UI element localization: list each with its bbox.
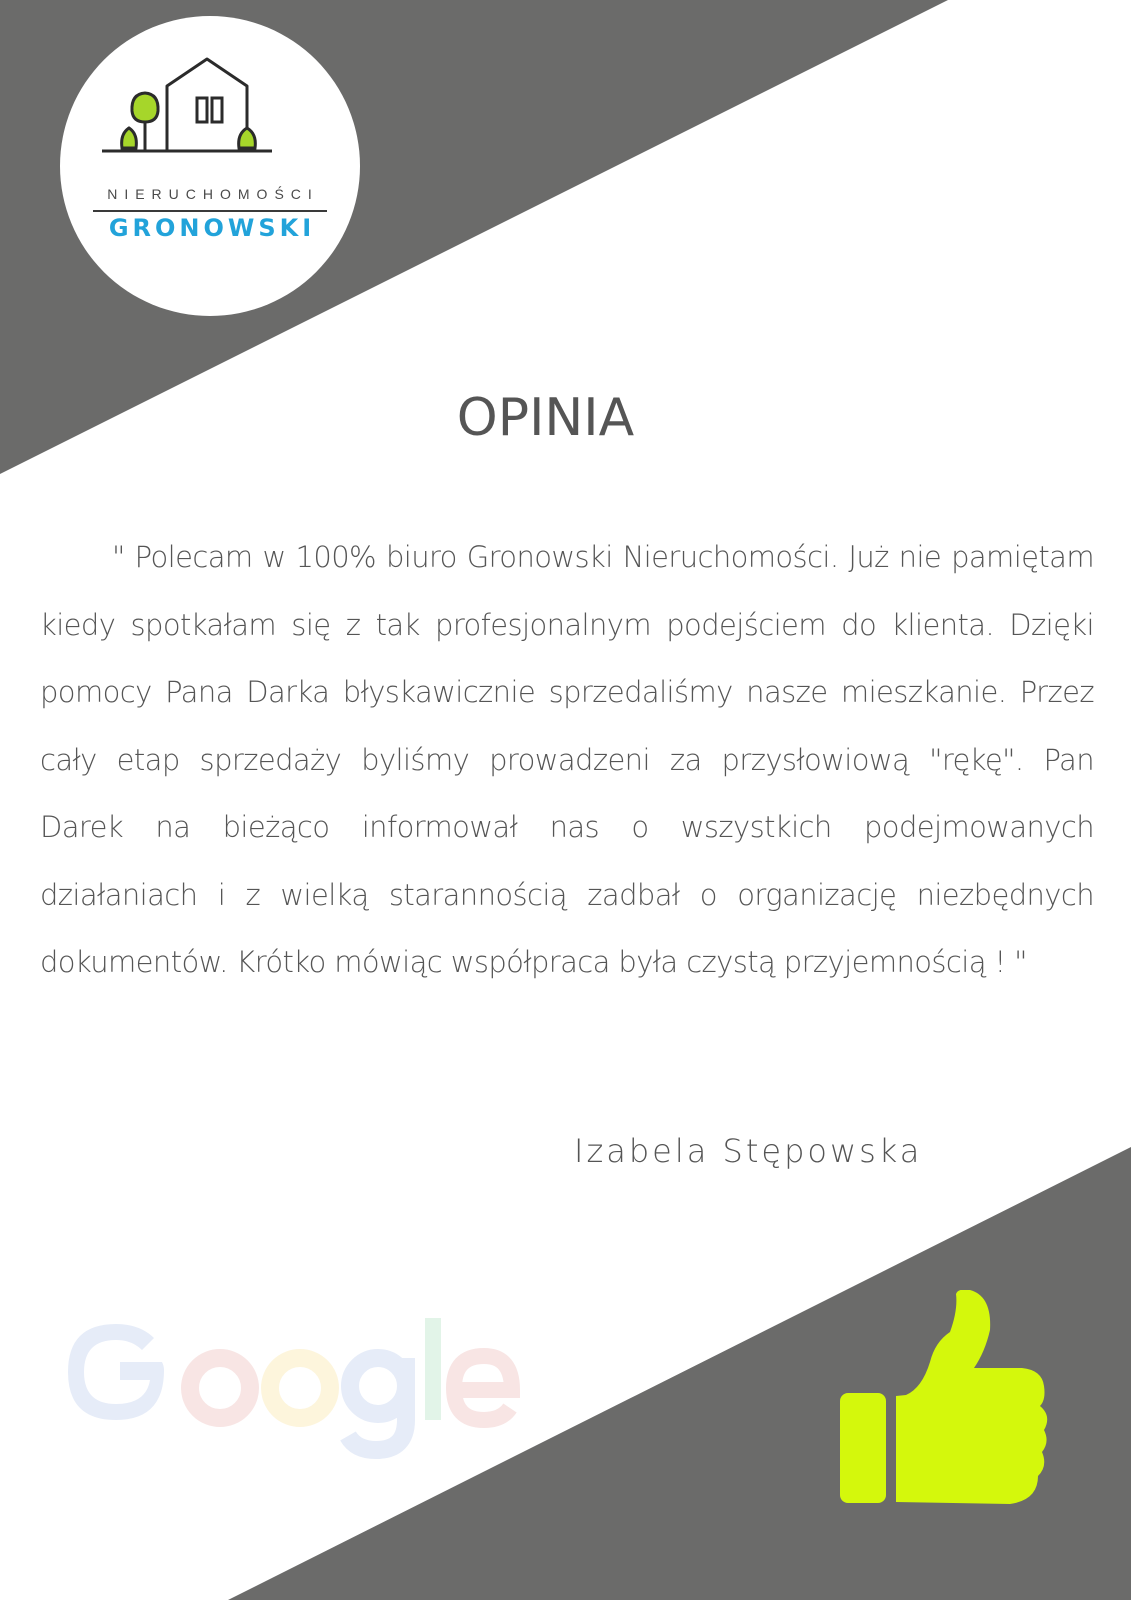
company-logo	[60, 16, 360, 316]
page-title: OPINIA	[456, 388, 635, 448]
thumbs-up-icon	[840, 1290, 1080, 1540]
logo-subtitle: NIERUCHOMOŚCI	[107, 186, 319, 202]
review-author: Izabela Stępowska	[574, 1132, 923, 1170]
house-with-trees-icon	[102, 56, 322, 176]
logo-brand-name: GRONOWSKI	[108, 214, 316, 242]
review-text: " Polecam w 100% biuro Gronowski Nieruchomości. Już nie pamiętam kiedy spotkałam się z tak profesjonalnym podejściem do klienta. Dzięki pomocy Pana Darka błyskawicznie sprzedaliśmy nasze mieszkanie. Przez cały etap sprzedaży byliśmy prowadzeni za przysłowiową "rękę". Pan Darek na bieżąco informował nas o wszystkich podejmowanych działaniach i z wielką starannością zadbał o organizację niezbędnych dokumentów. Krótko mówiąc współpraca była czystą przyjemnością ! "	[40, 540, 1094, 979]
google-logo-watermark	[50, 1300, 520, 1460]
logo-divider	[93, 210, 327, 212]
